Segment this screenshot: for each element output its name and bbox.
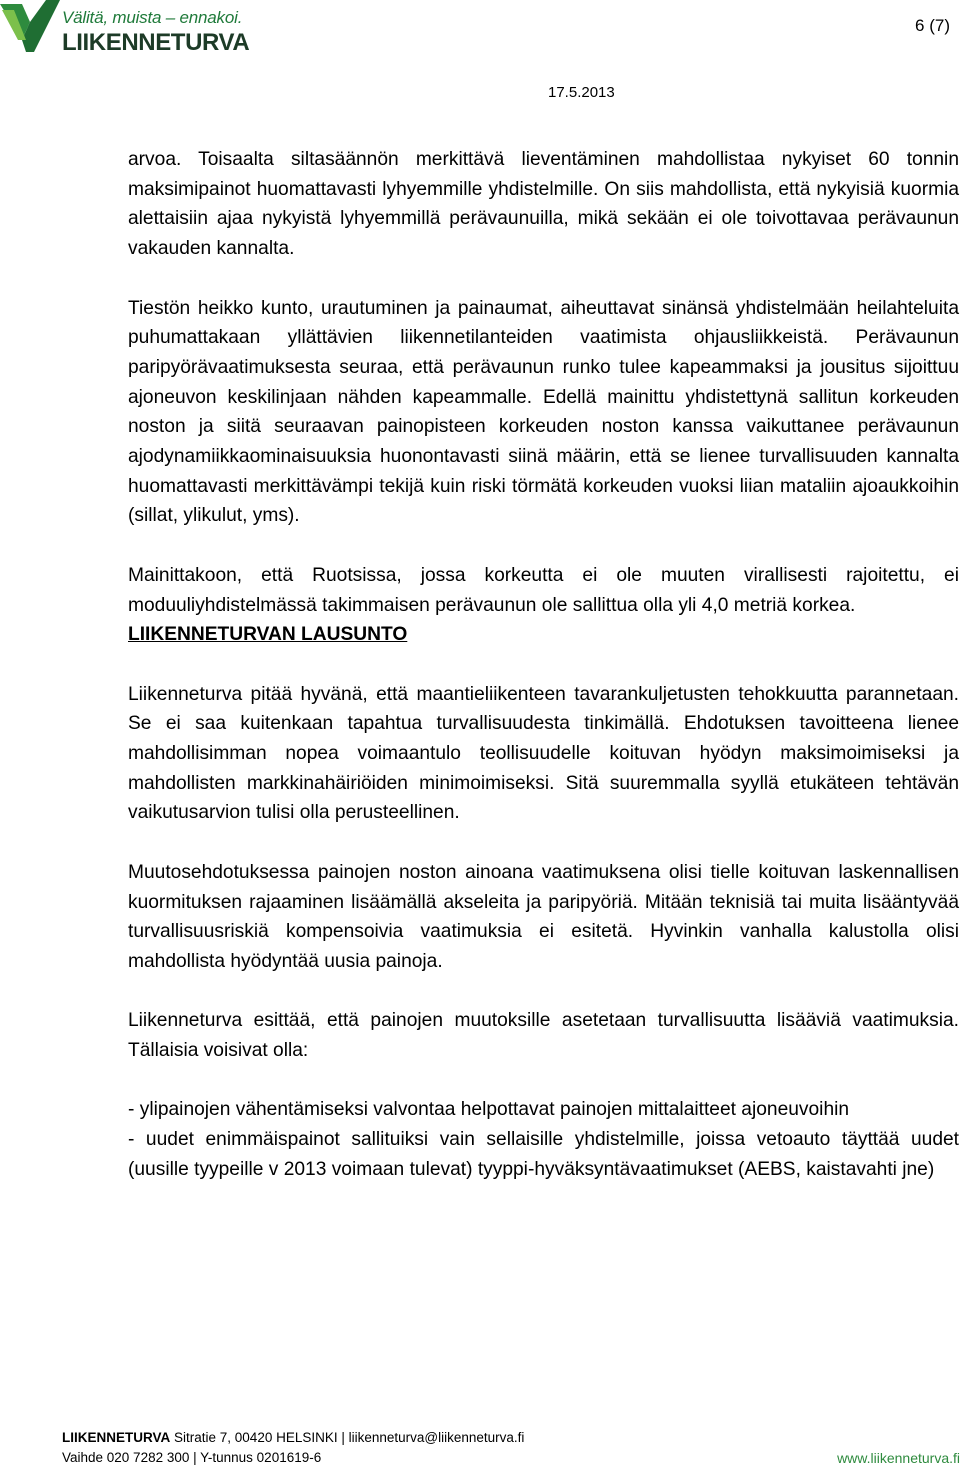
paragraph-3: Mainittakoon, että Ruotsissa, jossa korkeutta ei ole muuten virallisesti rajoitettu, ei moduuliyhdistelmässä takimmaisen perävaunun ole sallittua olla yli 4,0 metriä korkea. xyxy=(128,564,959,616)
paragraph-1: arvoa. Toisaalta siltasäännön merkittävä lieventäminen mahdollistaa nykyiset 60 tonnin maksimipainot huomattavasti lyhyemmille yhdistelmille. On siis mahdollista, että nykyisiä kuormia alettaisiin ajaa nykyistä lyhyemmillä perävaunuilla, mikä sekään ei ole toivottavaa perävaunun vakauden kannalta. xyxy=(128,149,959,260)
document-date: 17.5.2013 xyxy=(548,84,615,101)
list-item: - ylipainojen vähentämiseksi valvontaa helpottavat painojen mittalaitteet ajoneuvoihin xyxy=(128,1099,850,1121)
paragraph-2: Tiestön heikko kunto, urautuminen ja painaumat, aiheuttavat sinänsä yhdistelmään heilahteluita puhumattakaan yllättävien liikennetilanteiden vaatimista ohjausliikkeistä. Perävaunun paripyörävaatimuksesta seuraa, että perävaunun runko tulee kapeammaksi ja jousitus sijoittuu ajoneuvon keskilinjaan nähden kapeammalle. Edellä mainittu yhdistettynä sallitun korkeuden noston ja siitä seuraavan painopisteen korkeuden noston kanssa vaikuttanee perävaunun ajodynamiikkaominaisuuksia huonontavasti siinä määrin, että se lienee turvallisuuden kannalta huomattavasti merkittävämpi tekijä kuin riski törmätä korkeuden vuoksi liian mataliin ajoaukkoihin (sillat, ylikulut, yms). xyxy=(128,297,959,527)
logo-brand: LIIKENNETURVA xyxy=(62,29,250,56)
document-body xyxy=(128,145,959,1185)
page-number: 6 (7) xyxy=(915,16,950,35)
logo-mark-icon xyxy=(0,0,62,56)
section-heading: LIIKENNETURVAN LAUSUNTO xyxy=(128,624,408,646)
paragraph-6: Liikenneturva esittää, että painojen muutoksille asetetaan turvallisuutta lisääviä vaatimuksia. Tällaisia voisivat olla: xyxy=(128,1010,959,1062)
paragraph-5: Muutosehdotuksessa painojen noston ainoana vaatimuksena olisi tielle koituvan laskennallisen kuormituksen rajaaminen lisäämällä akseleita ja paripyöriä. Mitään teknisiä tai muita lisääntyvää turvallisuusriskiä kompensoivia vaatimuksia ei esitetä. Hyvinkin vanhalla kalustolla olisi mahdollista hyödyntää uusia painoja. xyxy=(128,861,959,972)
footer-brand: LIIKENNETURVA xyxy=(62,1430,171,1445)
paragraph-4: Liikenneturva pitää hyvänä, että maantieliikenteen tavarankuljetusten tehokkuutta parannetaan. Se ei saa kuitenkaan tapahtua turvallisuudesta tinkimällä. Ehdotuksen tavoitteena lienee mahdollisimman nopea voimaantulo teollisuudelle koituvan hyödyn maksimoimiseksi ja mahdollisten markkinahäiriöiden minimoimiseksi. Sitä suuremmalla syyllä etukäteen tehtävän vaikutusarvion tulisi olla perusteellinen. xyxy=(128,683,959,824)
footer-line-1 xyxy=(62,1428,960,1448)
list-item: - uudet enimmäispainot sallituiksi vain sellaisille yhdistelmille, joissa vetoauto täyttää uudet (uusille tyypeille v 2013 voimaan tulevat) tyyppi-hyväksyntävaatimukset (AEBS, kaistavahti jne) xyxy=(128,1129,959,1180)
footer-line-2: Vaihde 020 7282 300 | Y-tunnus 0201619-6 xyxy=(62,1450,322,1465)
liikenneturva-logo xyxy=(0,0,250,62)
logo-tagline: Välitä, muista – ennakoi. xyxy=(62,8,243,27)
page-footer xyxy=(62,1428,960,1468)
footer-address: Sitratie 7, 00420 HELSINKI | liikenneturva@liikenneturva.fi xyxy=(170,1430,525,1445)
footer-website-link[interactable]: www.liikenneturva.fi xyxy=(837,1450,960,1466)
